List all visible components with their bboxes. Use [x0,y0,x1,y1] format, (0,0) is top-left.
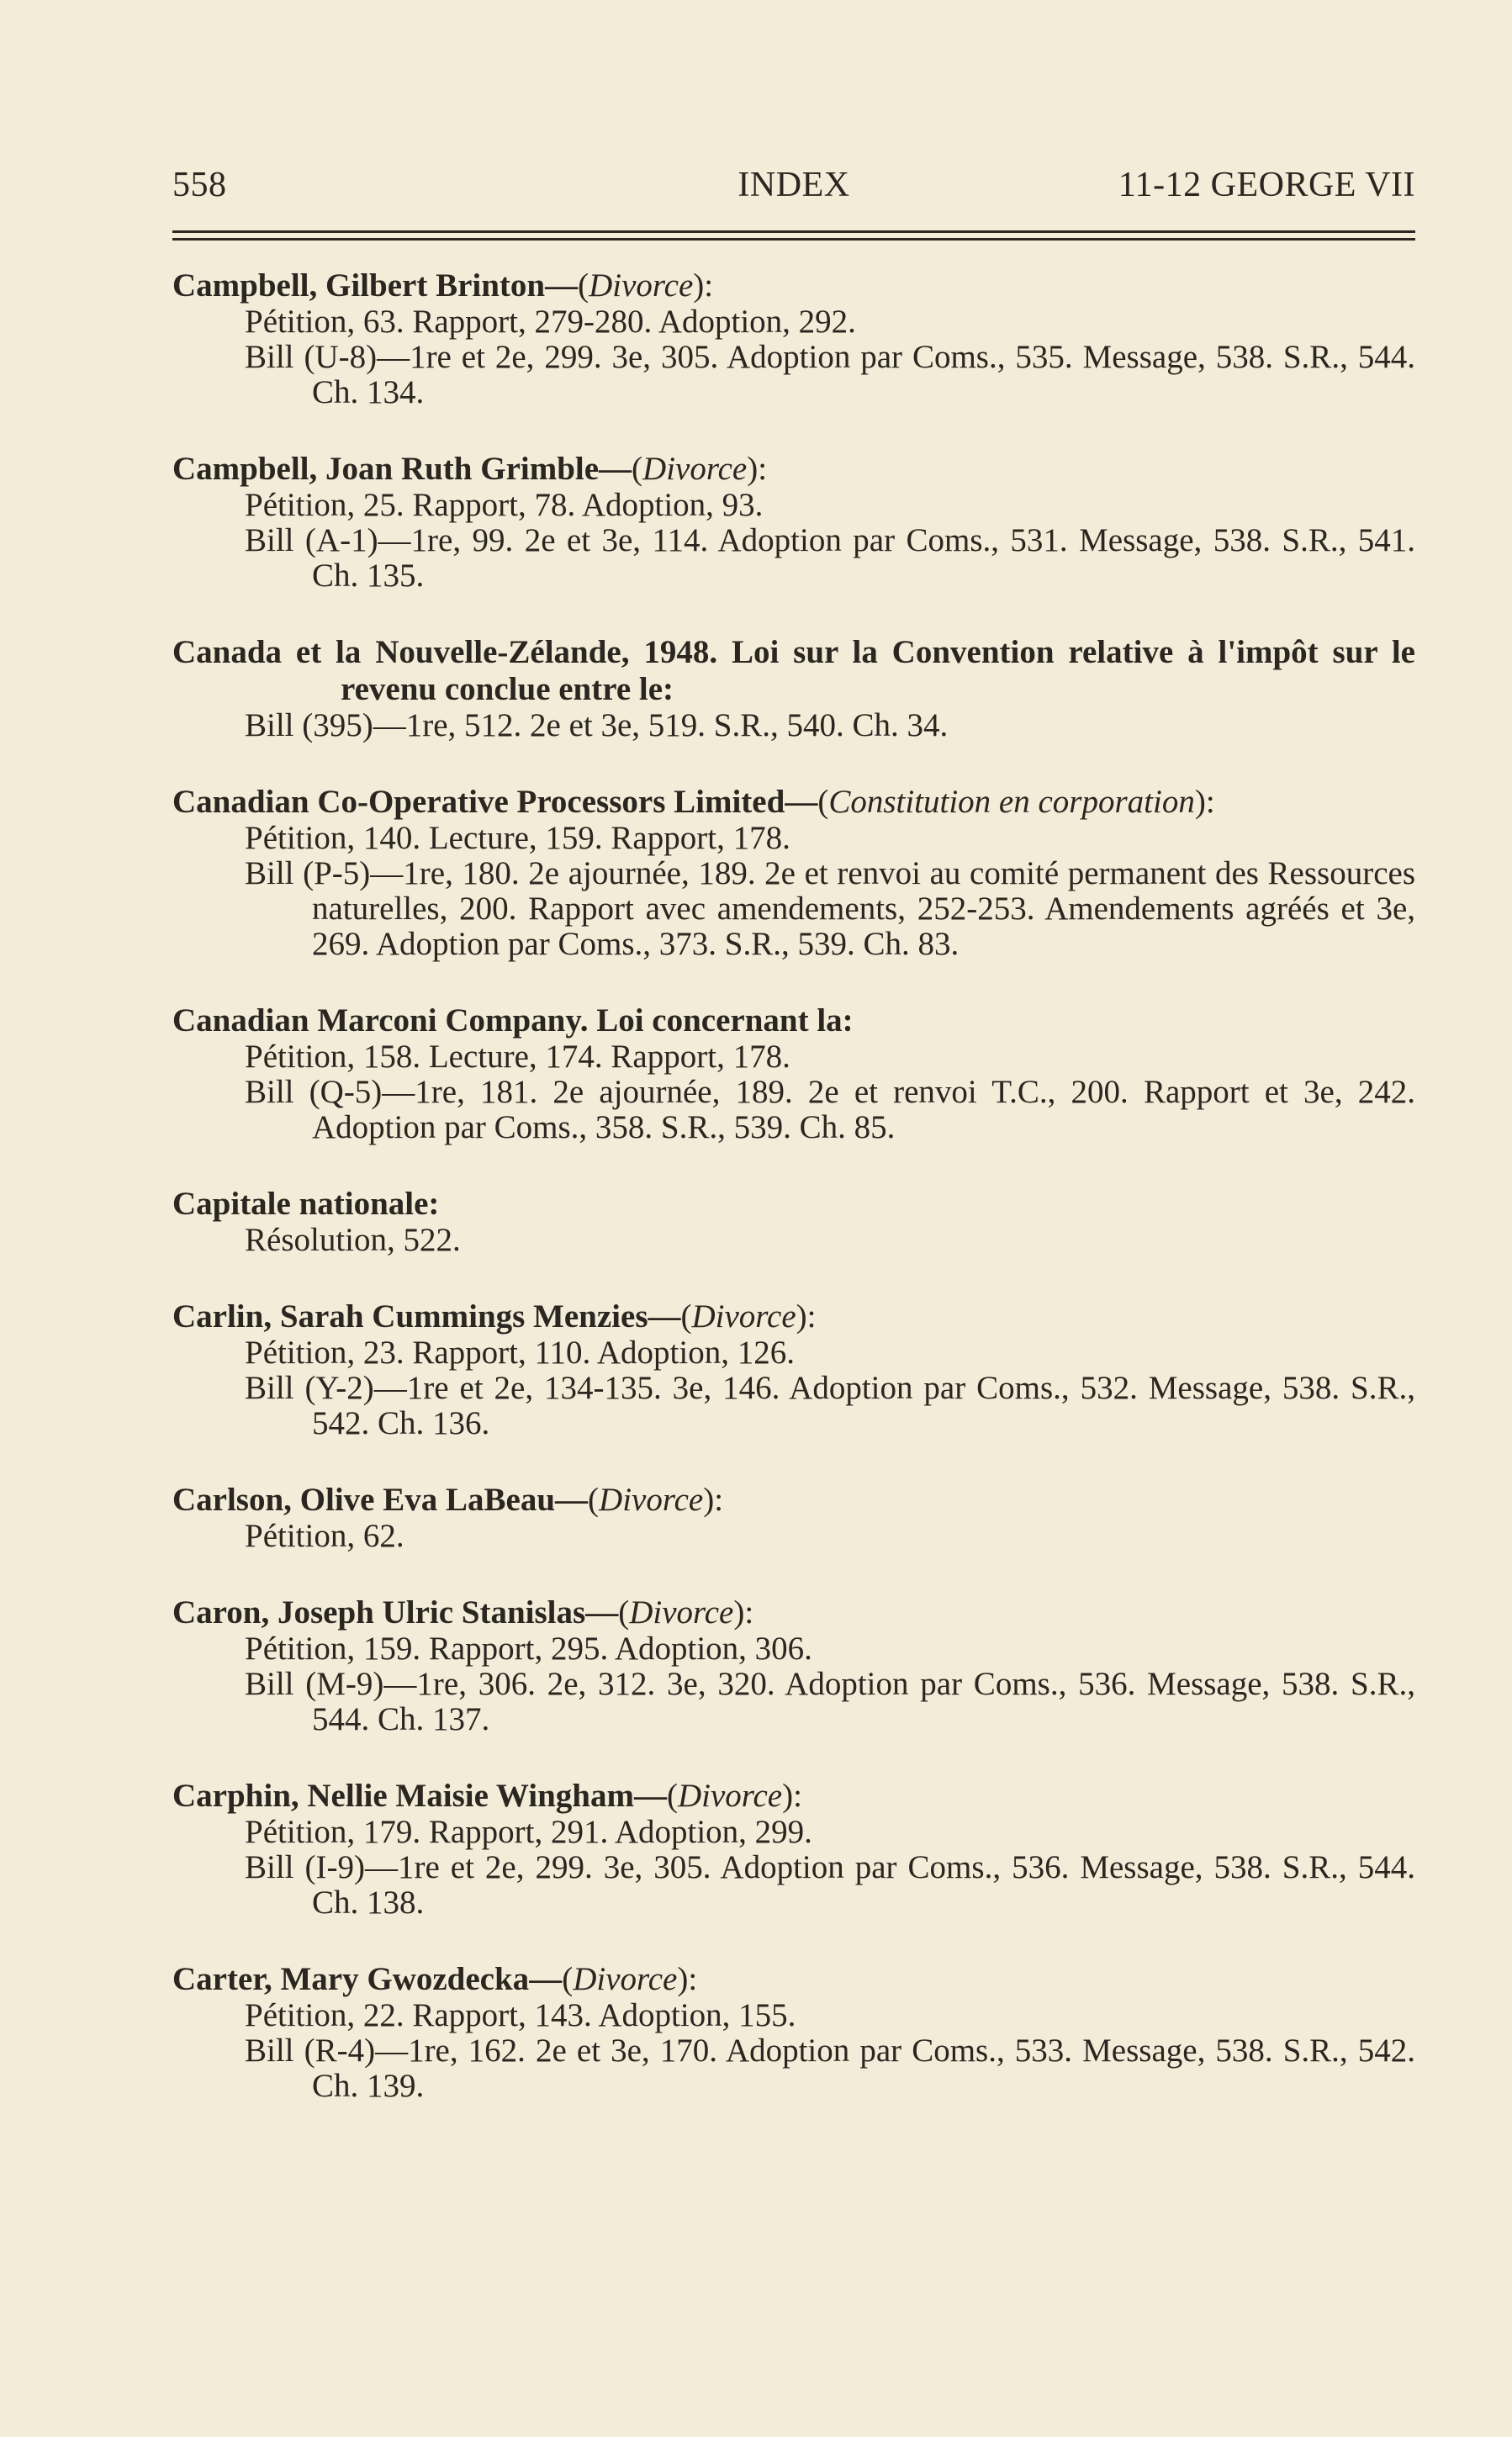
entry-petition: Pétition, 159. Rapport, 295. Adoption, 306. [245,1631,812,1667]
entry-heading: Carlin, Sarah Cummings Menzies—(Divorce): [172,1298,817,1335]
entry-heading [172,1002,1415,1039]
entry-resolution: Résolution, 522. [245,1222,461,1258]
index-entry [172,1298,1415,1441]
index-entry [172,784,1415,962]
entry-bill: Bill (P-5)—1re, 180. 2e ajournée, 189. 2e et renvoi au comité permanent des Ressources naturelles, 200. Rapport avec amendements, 252-253. Amendements agréés et 3e, 269. Adoption par Coms., 373. S.R., 539. Ch. 83. [245,855,1415,962]
entry-bill: Bill (U-8)—1re et 2e, 299. 3e, 305. Adoption par Coms., 535. Message, 538. S.R., 544. Ch. 134. [245,339,1415,410]
entry-petition: Pétition, 25. Rapport, 78. Adoption, 93. [245,487,764,523]
entry-heading [172,634,1415,708]
header-rule [172,230,1415,241]
running-head [172,165,1415,205]
entry-name: Caron, Joseph Ulric Stanislas [172,1594,586,1631]
entry-heading: Carter, Mary Gwozdecka—(Divorce): [172,1961,698,1997]
index-entry [172,1482,1415,1554]
entry-petition: Pétition, 63. Rapport, 279-280. Adoption, 292. [245,304,856,340]
index-entry [172,634,1415,743]
entry-heading: Caron, Joseph Ulric Stanislas—(Divorce): [172,1594,754,1631]
entry-name: Capitale nationale: [172,1186,440,1222]
entry-heading: Campbell, Joan Ruth Grimble—(Divorce): [172,451,768,487]
entry-heading: Carlson, Olive Eva LaBeau—(Divorce): [172,1482,724,1518]
entry-petition: Pétition, 62. [245,1518,404,1554]
entry-name: Carlin, Sarah Cummings Menzies [172,1298,648,1335]
entry-petition: Pétition, 23. Rapport, 110. Adoption, 126. [245,1335,795,1371]
index-entry [172,1961,1415,2104]
entry-type: Divorce [589,267,694,304]
entry-bill: Bill (I-9)—1re et 2e, 299. 3e, 305. Adoption par Coms., 536. Message, 538. S.R., 544. Ch. 138. [245,1849,1415,1921]
entry-petition: Pétition, 140. Lecture, 159. Rapport, 178. [245,820,790,856]
entry-heading: Canadian Co-Operative Processors Limited—(Constitution en corporation): [172,784,1215,820]
entry-name: Carter, Mary Gwozdecka [172,1961,530,1997]
entry-type: Divorce [691,1298,796,1335]
entry-petition: Pétition, 22. Rapport, 143. Adoption, 155. [245,1997,796,2033]
index-entry [172,267,1415,410]
entry-bill: Bill (A-1)—1re, 99. 2e et 3e, 114. Adoption par Coms., 531. Message, 538. S.R., 541. Ch. 135. [245,522,1415,594]
entry-heading: Carphin, Nellie Maisie Wingham—(Divorce): [172,1778,802,1814]
page-title: INDEX [737,166,850,204]
entry-type: Divorce [629,1594,734,1631]
index-entry [172,1778,1415,1921]
index-entry [172,451,1415,594]
entry-type: Divorce [599,1482,704,1518]
entry-heading [172,1186,1415,1223]
entry-name: Campbell, Joan Ruth Grimble [172,451,600,487]
entry-petition: Pétition, 179. Rapport, 291. Adoption, 299. [245,1814,812,1850]
index-entry [172,1594,1415,1737]
entry-name: Carlson, Olive Eva LaBeau [172,1482,556,1518]
page-number: 558 [172,166,227,204]
index-entries [172,267,1415,2144]
entry-name: Carphin, Nellie Maisie Wingham [172,1778,634,1814]
entry-bill: Bill (Y-2)—1re et 2e, 134-135. 3e, 146. Adoption par Coms., 532. Message, 538. S.R., 542. Ch. 136. [245,1370,1415,1441]
entry-name: Canadian Co-Operative Processors Limited [172,784,785,820]
index-entry [172,1002,1415,1145]
entry-type: Divorce [642,451,748,487]
entry-bill: Bill (395)—1re, 512. 2e et 3e, 519. S.R., 540. Ch. 34. [245,707,949,743]
entry-petition: Pétition, 158. Lecture, 174. Rapport, 178. [245,1039,790,1075]
entry-type: Divorce [573,1961,678,1997]
entry-type: Constitution en corporation [828,784,1195,820]
session-label: 11-12 GEORGE VII [1118,166,1415,204]
index-entry [172,1186,1415,1258]
entry-bill: Bill (Q-5)—1re, 181. 2e ajournée, 189. 2e et renvoi T.C., 200. Rapport et 3e, 242. Adoption par Coms., 358. S.R., 539. Ch. 85. [245,1074,1415,1145]
entry-heading: Campbell, Gilbert Brinton—(Divorce): [172,267,714,304]
entry-type: Divorce [677,1778,783,1814]
entry-bill: Bill (R-4)—1re, 162. 2e et 3e, 170. Adoption par Coms., 533. Message, 538. S.R., 542. Ch. 139. [245,2033,1415,2104]
entry-name: Canada et la Nouvelle-Zélande, 1948. Loi sur la Convention relative à l'impôt sur le revenu conclue entre le: [172,634,1415,707]
entry-name: Campbell, Gilbert Brinton [172,267,546,304]
entry-bill: Bill (M-9)—1re, 306. 2e, 312. 3e, 320. Adoption par Coms., 536. Message, 538. S.R., 544. Ch. 137. [245,1666,1415,1737]
entry-name: Canadian Marconi Company. Loi concernant la: [172,1002,854,1039]
